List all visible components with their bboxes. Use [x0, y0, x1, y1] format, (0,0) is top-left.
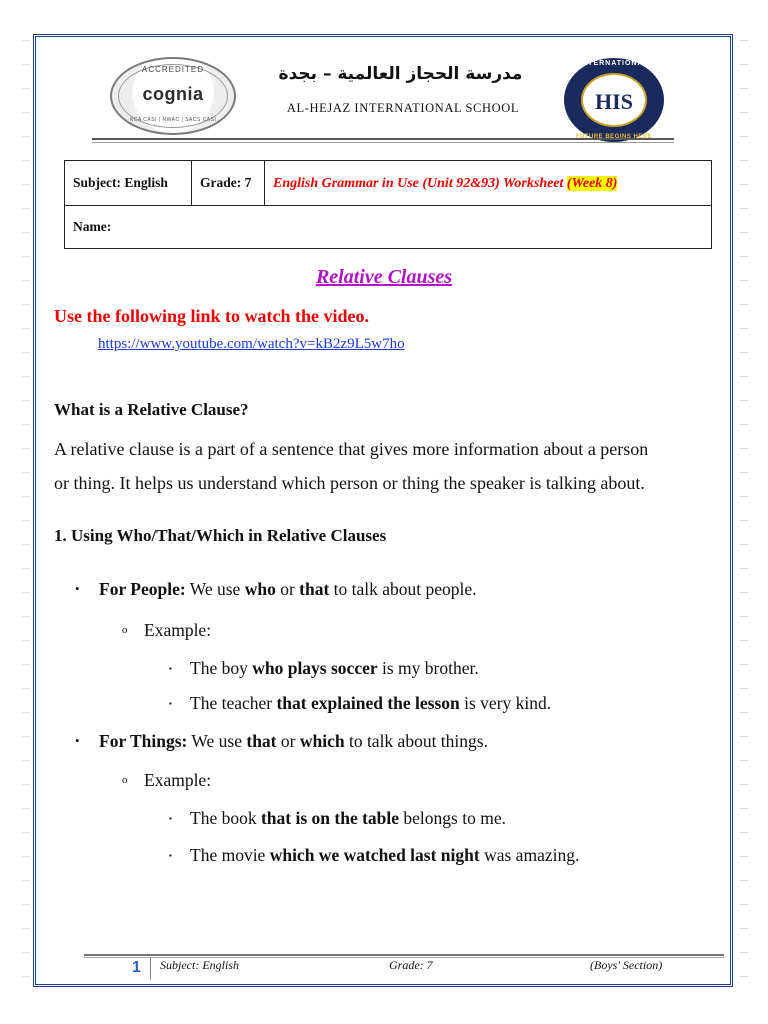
worksheet-title-cell	[265, 161, 712, 206]
cognia-logo	[110, 57, 236, 135]
people-example-1	[190, 658, 479, 679]
video-link[interactable]: https://www.youtube.com/watch?v=kB2z9L5w7ho	[98, 336, 405, 352]
text-run: is my brother.	[377, 658, 479, 678]
his-logo-letters: HIS	[595, 89, 633, 114]
footer-section: (Boys' Section)	[590, 958, 663, 972]
text-run: to talk about things.	[344, 731, 488, 751]
header-divider-thin	[92, 142, 674, 143]
header-divider	[92, 138, 674, 140]
text-run: The book	[190, 808, 261, 828]
text-run: or	[276, 731, 300, 751]
ruler-marks-right	[740, 40, 748, 990]
info-row-name	[65, 206, 712, 249]
bullet-for-people	[99, 579, 477, 600]
bullet-for-things	[99, 731, 488, 752]
relative-clause: that is on the table	[260, 808, 400, 828]
people-example-label: o Example:	[144, 620, 211, 641]
school-name-english: AL-HEJAZ INTERNATIONAL SCHOOL	[286, 101, 520, 115]
things-example-1	[190, 808, 506, 829]
text-run: The teacher	[190, 693, 277, 713]
worksheet-info-table	[64, 160, 712, 249]
name-field[interactable]: Name:	[65, 206, 712, 249]
ruler-marks-left	[22, 40, 30, 990]
text-run: was amazing.	[479, 845, 580, 865]
cognia-accredited-text: ACCREDITED	[141, 65, 204, 74]
week-badge: (Week 8)	[566, 175, 618, 191]
section-heading: 1. Using Who/That/Which in Relative Clauses	[54, 526, 387, 545]
people-example-2	[190, 693, 551, 714]
keyword-which: which	[299, 731, 345, 751]
things-label: For Things:	[99, 731, 188, 751]
cognia-sub-text: NCA CASI | NWAC | SACS CASI	[129, 117, 217, 123]
footer-grade: Grade: 7	[389, 958, 433, 972]
relative-clause: that explained the lesson	[276, 693, 460, 713]
page-title: Relative Clauses	[315, 266, 453, 288]
keyword-that: that	[246, 731, 277, 751]
text-run: to talk about people.	[329, 579, 477, 599]
text-run: We use	[185, 579, 245, 599]
definition-line-1: A relative clause is a part of a sentence that gives more information about a person	[54, 439, 649, 459]
relative-clause: who plays soccer	[252, 658, 378, 678]
video-instruction: Use the following link to watch the video.	[54, 306, 369, 326]
text-run: The boy	[190, 658, 253, 678]
his-school-logo	[564, 58, 664, 142]
cognia-word: cognia	[142, 84, 204, 104]
text-run: We use	[187, 731, 247, 751]
footer-divider	[84, 954, 724, 956]
school-name-arabic: مدرسة الحجاز العالمية – بجدة	[278, 64, 523, 84]
question-heading: What is a Relative Clause?	[54, 400, 249, 419]
definition-line-2: or thing. It helps us understand which person or thing the speaker is talking about.	[54, 473, 645, 493]
things-example-2	[190, 845, 579, 866]
footer-subject: Subject: English	[160, 958, 239, 972]
text-run: or	[275, 579, 300, 599]
keyword-that: that	[299, 579, 330, 599]
his-logo-center	[581, 73, 647, 127]
keyword-who: who	[244, 579, 276, 599]
text-run: is very kind.	[459, 693, 552, 713]
people-label: For People:	[99, 579, 186, 599]
page-number-separator	[150, 958, 151, 980]
relative-clause: which we watched last night	[269, 845, 480, 865]
worksheet-title: English Grammar in Use (Unit 92&93) Worksheet	[273, 175, 564, 191]
page-number: 1	[132, 959, 141, 976]
definition-paragraph	[54, 432, 734, 500]
info-row-top	[65, 161, 712, 206]
things-example-label: o Example:	[144, 770, 211, 791]
text-run: The movie	[190, 845, 270, 865]
subject-cell: Subject: English	[65, 161, 192, 206]
text-run: belongs to me.	[399, 808, 506, 828]
his-logo-top-text: INTERNATIONAL	[579, 60, 649, 67]
grade-cell: Grade: 7	[192, 161, 265, 206]
his-logo-bottom-text: FUTURE BEGINS HERE	[575, 134, 653, 140]
